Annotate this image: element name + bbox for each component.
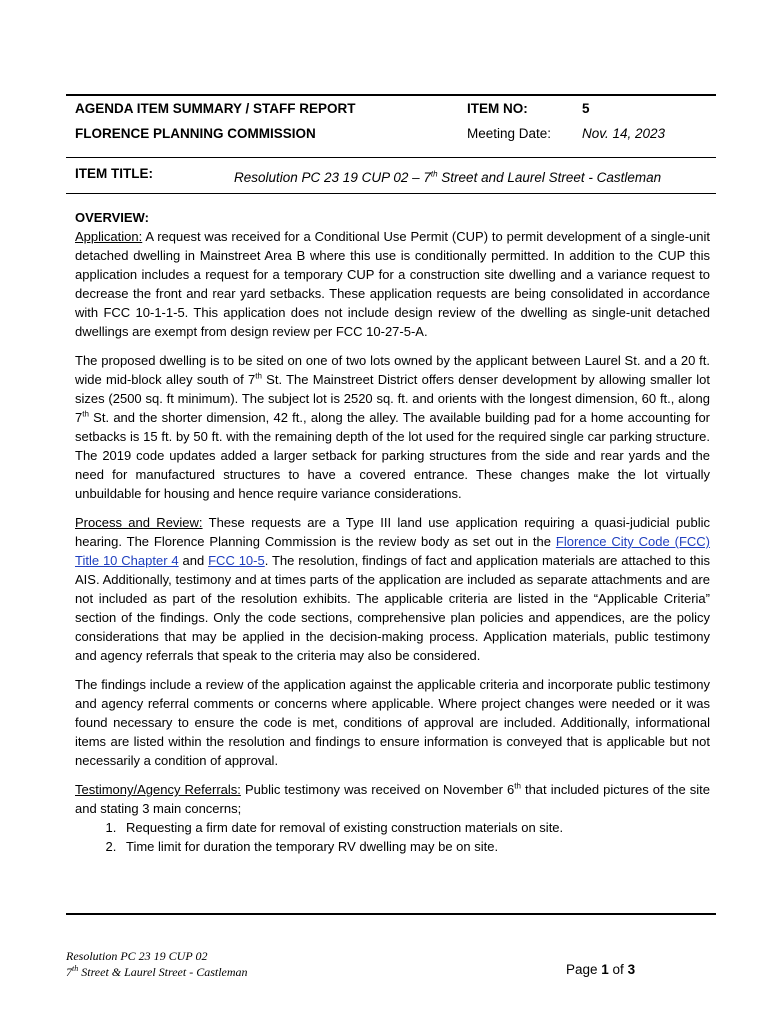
list-item: 2. Time limit for duration the temporary RV dwelling may be on site. bbox=[120, 837, 710, 856]
page-number: Page 1 of 3 bbox=[566, 962, 636, 977]
list-item: 1. Requesting a firm date for removal of existing construction materials on site. bbox=[120, 818, 710, 837]
testimony-paragraph: Testimony/Agency Referrals: Public testimony was received on November 6th that included pictures of the site and stating 3 main concerns; bbox=[75, 781, 711, 816]
header-middle-rule bbox=[66, 157, 716, 158]
meeting-date-value: Nov. 14, 2023 bbox=[582, 126, 666, 141]
commission-name: FLORENCE PLANNING COMMISSION bbox=[75, 126, 316, 141]
item-title-label: ITEM TITLE: bbox=[75, 166, 153, 181]
concerns-list bbox=[75, 818, 710, 856]
footer-reference bbox=[66, 948, 248, 980]
report-title: AGENDA ITEM SUMMARY / STAFF REPORT bbox=[75, 101, 356, 116]
application-label: Application: bbox=[75, 229, 143, 244]
header-top-rule bbox=[66, 94, 716, 96]
header-bottom-rule bbox=[66, 193, 716, 194]
lot-description-paragraph: The proposed dwelling is to be sited on one of two lots owned by the applicant between Laurel St. and a 20 ft. wide mid-block alley south of 7th St. The Mainstreet District offers denser development by allowing smaller lot sizes (2500 sq. ft minimum). The subject lot is 2520 sq. ft. and orients with the longest dimension, 60 ft., along 7th St. and the shorter dimension, 42 ft., along the alley. The available building pad for a home accounting for setbacks is 15 ft. by 50 ft. with the remaining depth of the lot used for the required single car parking structure. The 2019 code updates added a larger setback for parking structures from the side and rear yards and the need for manufactured structures to have a covered entrance. These changes make the lot virtually unbuildable for housing and hence require variance considerations. bbox=[75, 353, 710, 501]
footer-rule bbox=[66, 913, 716, 915]
process-review-paragraph: Process and Review: These requests are a Type III land use application requiring a quasi-judicial public hearing. The Florence Planning Commission is the review body as set out in the Florence City Code (FCC) Title 10 Chapter 4 and FCC 10-5. The resolution, findings of fact and application materials are attached to this AIS. Additionally, testimony and at times parts of the application are included as separate attachments and are not included as part of the resolution exhibits. The applicable criteria are listed in the “Applicable Criteria” section of the findings. Only the code sections, comprehensive plan policies and appendices, are the policy considerations that may be applied in the decision-making process. Application materials, public testimony and agency referrals that speak to the criteria may also be considered. bbox=[75, 515, 710, 663]
item-no-value: 5 bbox=[582, 101, 590, 116]
meeting-date-label: Meeting Date: bbox=[467, 126, 552, 141]
fcc-10-5-link[interactable]: FCC 10-5 bbox=[208, 553, 265, 568]
footer-street: 7th Street & Laurel Street - Castleman bbox=[66, 964, 248, 979]
findings-paragraph: The findings include a review of the application against the applicable criteria and incorporate public testimony and agency referral comments or concerns where applicable. Where project changes were needed or it was found necessary to ensure the code is met, conditions of approval are included. Additionally, informational items are listed within the resolution and findings to ensure information is conveyed that is applicable but not necessarily a condition of approval. bbox=[75, 677, 710, 768]
application-paragraph: Application: A request was received for a Conditional Use Permit (CUP) to permit development of a single-unit detached dwelling in Mainstreet Area B where this use is conditionally permitted. In addition to the CUP this application includes a request for a temporary CUP for a construction site dwelling and a variance request to decrease the front and rear yard setbacks. These application requests are being consolidated in accordance with FCC 10-1-1-5. This application does not include design review of the dwelling as single-unit detached dwellings are exempt from design review per FCC 10-27-5-A. bbox=[75, 229, 710, 339]
fcc-title-10-chapter-4-link[interactable]: Florence City Code (FCC) Title 10 Chapter 4 bbox=[75, 534, 710, 568]
footer-resolution: Resolution PC 23 19 CUP 02 bbox=[66, 949, 208, 963]
item-title-value: Resolution PC 23 19 CUP 02 – 7th Street and Laurel Street - Castleman bbox=[234, 169, 662, 185]
overview-heading: OVERVIEW: bbox=[75, 210, 149, 225]
process-label: Process and Review: bbox=[75, 515, 203, 530]
item-no-label: ITEM NO: bbox=[467, 101, 528, 116]
testimony-label: Testimony/Agency Referrals: bbox=[75, 782, 241, 797]
report-body bbox=[75, 208, 710, 856]
